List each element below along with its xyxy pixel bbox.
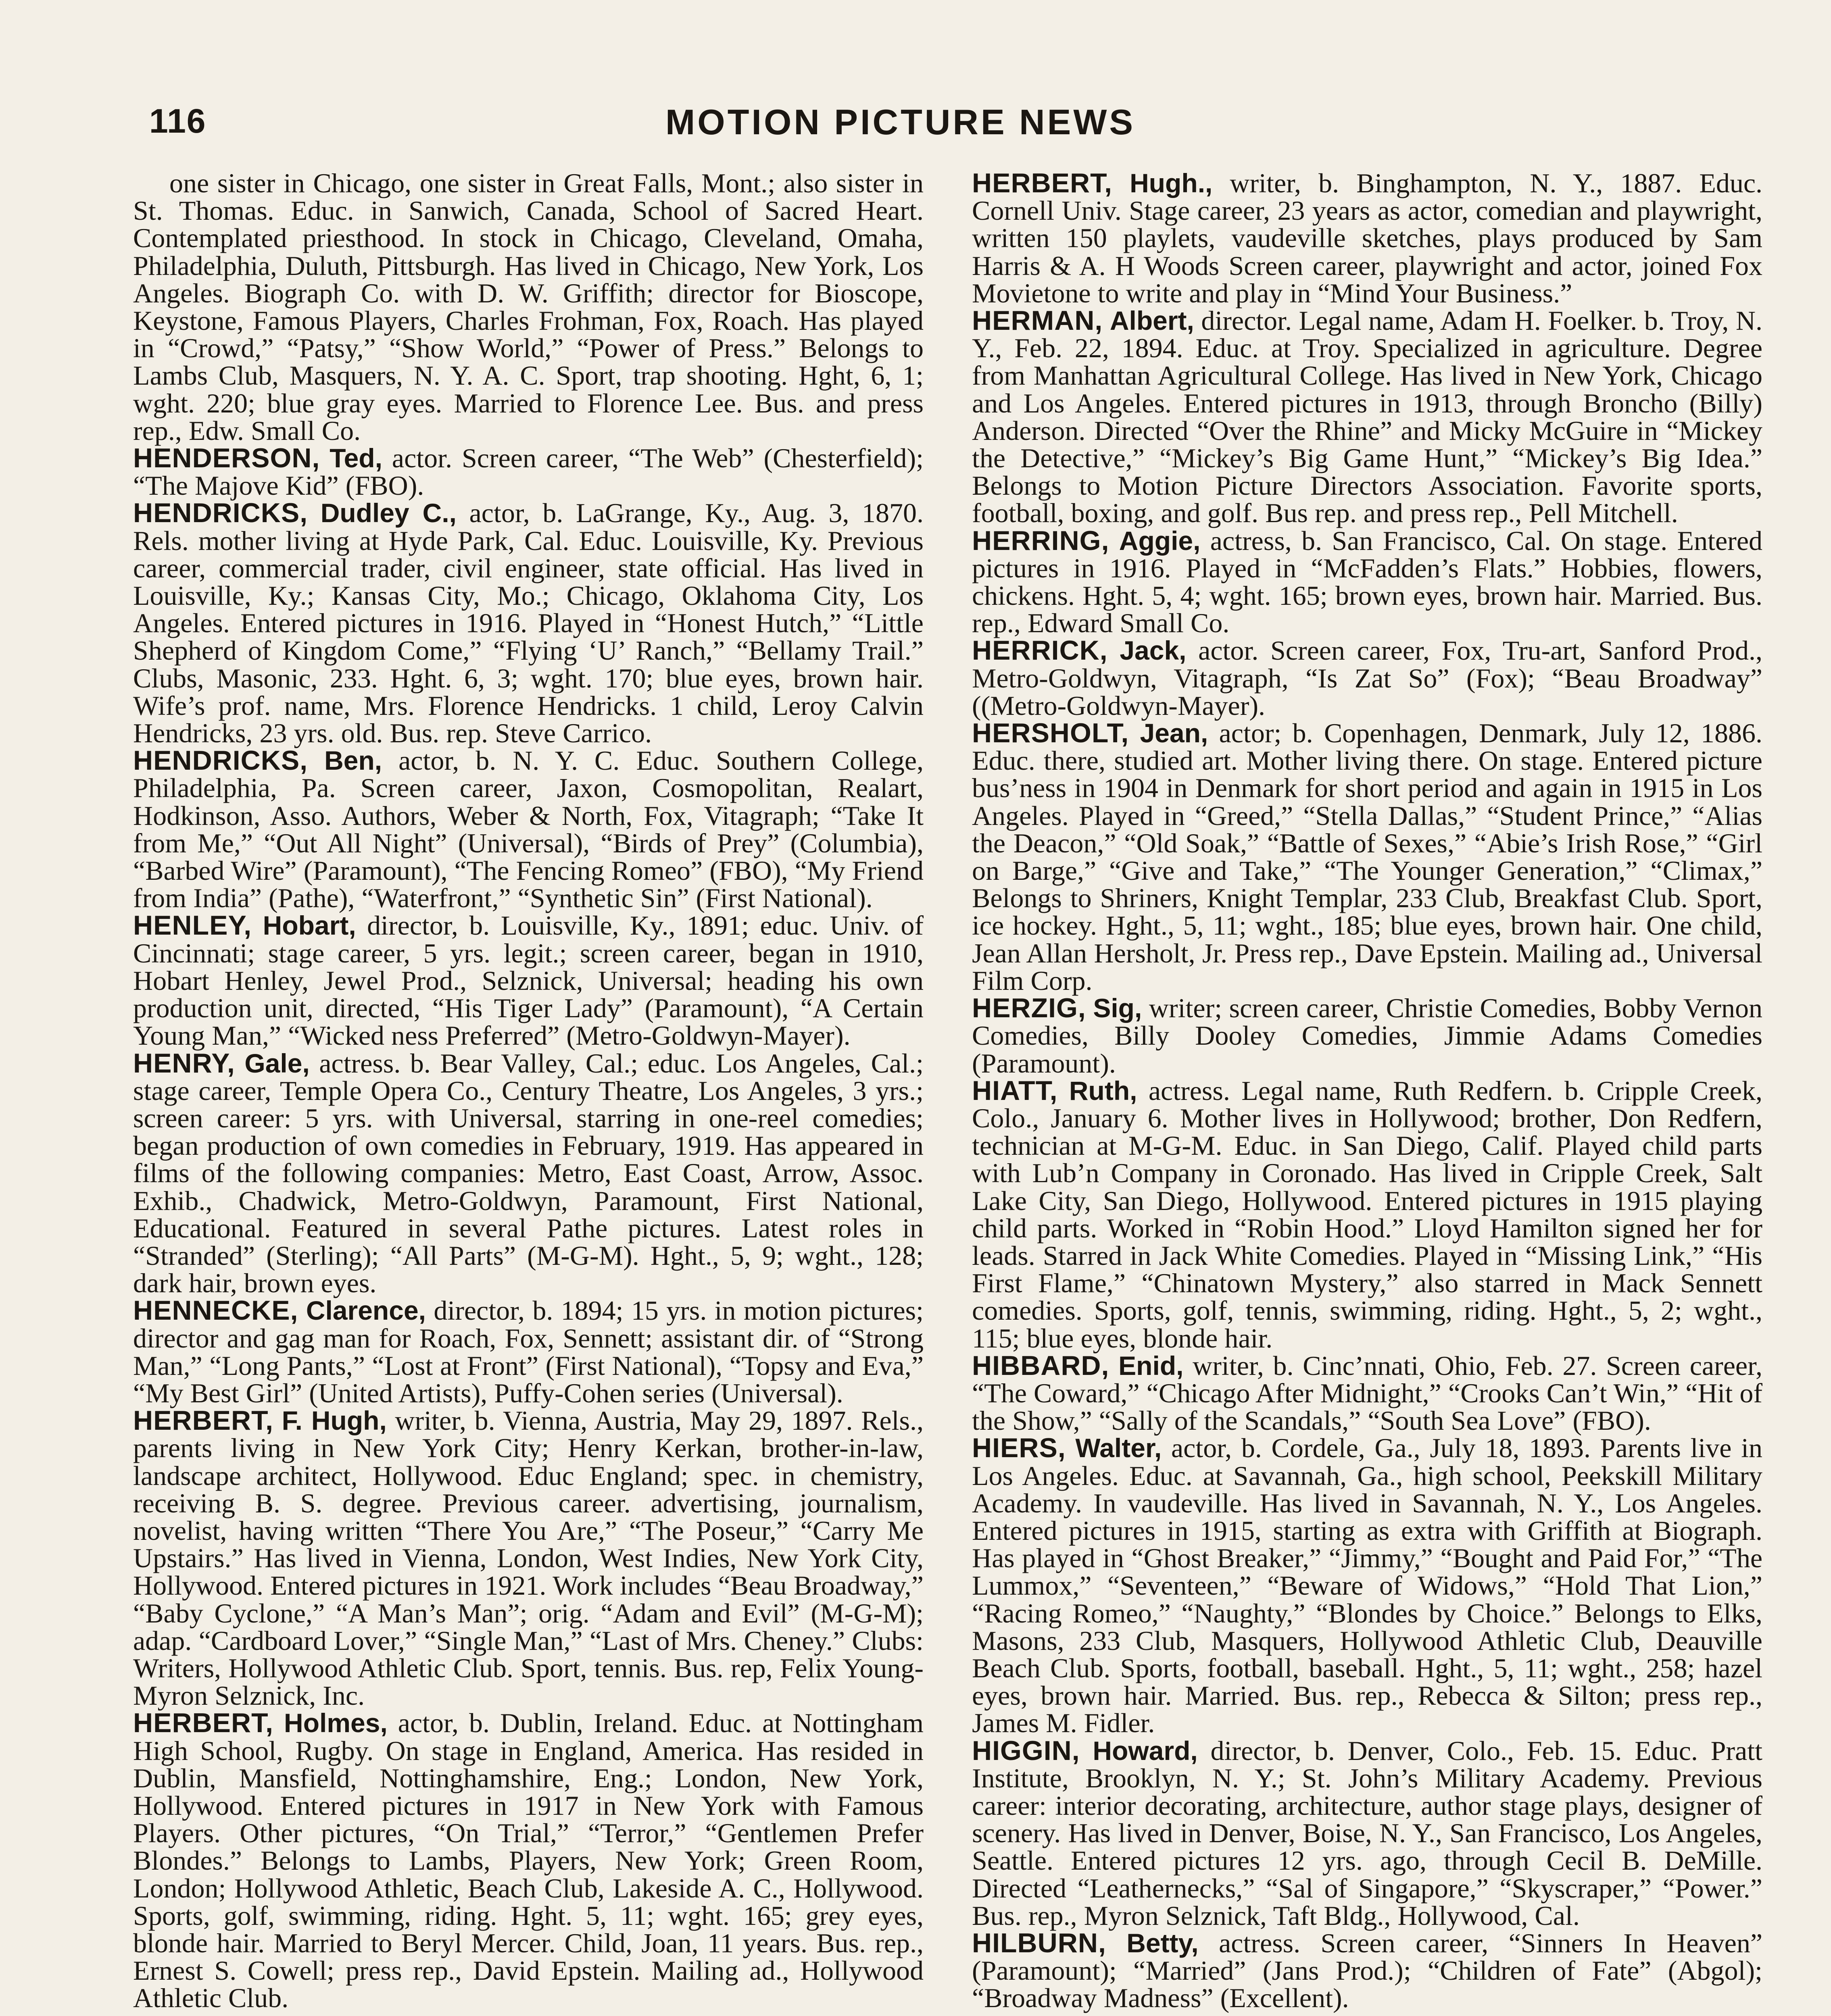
entry-given-name: Hugh., (1130, 169, 1213, 198)
entry-surname: HILBURN, (972, 1928, 1106, 1958)
entry-surname: HENRY, (133, 1048, 235, 1079)
entry-given-name: Ted, (329, 443, 383, 473)
entry-given-name: Walter, (1075, 1433, 1162, 1463)
entry-text: actress. Legal name, Ruth Redfern. b. Cripple Creek, Colo., January 6. Mother lives in Hollywood; brother, Don Redfern, technician at M-G-M. Educ. in San Diego, Calif. Played child parts with Lub’n Company in Coronado. Has lived in Cripple Creek, Salt Lake City, San Diego, Hollywood. Entered pictures in 1915 playing child parts. Worked in “Robin Hood.” Lloyd Hamilton signed her for leads. Starred in Jack White Comedies. Played in “Missing Link,” “His First Flame,” “Chinatown Mystery,” also starred in Mack Sennett comedies. Sports, golf, tennis, swimming, riding. Hght., 5, 2; wght., 115; blue eyes, blonde hair. (972, 1075, 1762, 1354)
entry-text: actor, b. N. Y. C. Educ. Southern College, Philadelphia, Pa. Screen career, Jaxon, Cosmopolitan, Realart, Hodkinson, Asso. Authors, Weber & North, Fox, Vitagraph; “Take It from Me,” “Out All Night” (Universal), “Birds of Prey” (Columbia), “Barbed Wire” (Paramount), “The Fencing Romeo” (FBO), “My Friend from India” (Pathe), “Waterfront,” “Synthetic Sin” (First National). (133, 745, 924, 914)
entry-surname: HENDRICKS, (133, 498, 308, 529)
directory-entry (133, 747, 924, 912)
entry-text: director. Legal name, Adam H. Foelker. b. Troy, N. Y., Feb. 22, 1894. Educ. at Troy. Specialized in agriculture. Degree from Manhattan Agricultural College. Has lived in New York, Chicago and Los Angeles. Entered pictures in 1913, through Broncho (Billy) Anderson. Directed “Over the Rhine” and Micky McGuire in “Mickey the Detective,” “Mickey’s Big Game Hunt,” “Mickey’s Big Idea.” Belongs to Motion Picture Directors Association. Favorite sports, football, boxing, and golf. Bus rep. and press rep., Pell Mitchell. (972, 305, 1762, 529)
entry-given-name: Aggie, (1119, 525, 1201, 556)
entry-surname: HERBERT, (133, 1708, 274, 1739)
entry-given-name: Dudley C., (320, 498, 457, 528)
directory-entry (133, 1050, 924, 1297)
directory-entry (133, 912, 924, 1049)
entry-surname: HIGGIN, (972, 1735, 1080, 1766)
entry-surname: HENNECKE, (133, 1295, 298, 1326)
entry-given-name: F. Hugh, (282, 1406, 387, 1436)
directory-entry (972, 719, 1762, 994)
entry-surname: HERZIG, (972, 993, 1086, 1024)
entry-text: writer, b. Binghampton, N. Y., 1887. Educ. Cornell Univ. Stage career, 23 years as actor, comedian and playwright, written 150 playlets, vaudeville sketches, plays produced by Sam Harris & A. H Woods Screen career, playwright and actor, joined Fox Movietone to write and play in “Mind Your Business.” (972, 169, 1762, 308)
entry-surname: HIATT, (972, 1075, 1058, 1106)
directory-entry (972, 527, 1762, 637)
entry-surname: HERMAN, (972, 305, 1103, 336)
entry-surname: HERBERT, (133, 1405, 274, 1436)
entry-text: actor; b. Copenhagen, Denmark, July 12, 1886. Educ. there, studied art. Mother living there. On stage. Entered picture bus’ness in 1904 in Denmark for short period and again in 1915 in Los Angeles. Played in “Greed,” “Stella Dallas,” “Student Prince,” “Alias the Deacon,” “Old Soak,” “Battle of Sexes,” “Abie’s Irish Rose,” “Girl on Barge,” “Give and Take,” “The Younger Generation,” “Climax,” Belongs to Shriners, Knight Templar, 233 Club, Breakfast Club. Sport, ice hockey. Hght., 5, 11; wght., 185; blue eyes, brown hair. One child, Jean Allan Hersholt, Jr. Press rep., Dave Epstein. Mailing ad., Universal Film Corp. (972, 718, 1762, 996)
entry-given-name: Holmes, (284, 1708, 388, 1738)
running-title: MOTION PICTURE NEWS (665, 102, 1136, 142)
page-header (133, 97, 1706, 157)
directory-entry (133, 1709, 924, 2012)
directory-entry (972, 1929, 1762, 2012)
entry-given-name: Jack, (1120, 635, 1187, 666)
entry-surname: HERSHOLT, (972, 718, 1129, 749)
entry-surname: HIERS, (972, 1433, 1066, 1464)
directory-entry (133, 499, 924, 747)
entry-given-name: Sig, (1093, 993, 1142, 1023)
directory-entry (972, 1352, 1762, 1435)
entry-text: one sister in Chicago, one sister in Great Falls, Mont.; also sister in St. Thomas. Educ. in Sanwich, Canada, School of Sacred Heart. Contemplated priesthood. In stock in Chicago, Cleveland, Omaha, Philadelphia, Duluth, Pittsburgh. Has lived in Chicago, New York, Los Angeles. Biograph Co. with D. W. Griffith; director for Bioscope, Keystone, Famous Players, Charles Frohman, Fox, Roach. Has played in “Crowd,” “Patsy,” “Show World,” “Power of Press.” Belongs to Lambs Club, Masquers, N. Y. A. C. Sport, trap shooting. Hght, 6, 1; wght. 220; blue gray eyes. Married to Florence Lee. Bus. and press rep., Edw. Small Co. (133, 169, 924, 446)
entry-text: actor, b. Dublin, Ireland. Educ. at Nottingham High School, Rugby. On stage in England, America. Has resided in Dublin, Mansfield, Nottinghamshire, Eng.; London, New York, Hollywood. Entered pictures in 1917 in New York with Famous Players. Other pictures, “On Trial,” “Terror,” “Gentlemen Prefer Blondes.” Belongs to Lambs, Players, New York; Green Room, London; Hollywood Athletic, Beach Club, Lakeside A. C., Hollywood. Sports, golf, swimming, riding. Hght. 5, 11; wght. 165; grey eyes, blonde hair. Married to Beryl Mercer. Child, Joan, 11 years. Bus. rep., Ernest S. Cowell; press rep., David Epstein. Mailing ad., Hollywood Athletic Club. (133, 1708, 924, 2014)
entry-given-name: Enid, (1118, 1350, 1184, 1381)
directory-entry (972, 994, 1762, 1077)
entry-given-name: Albert, (1109, 306, 1194, 336)
directory-entry (133, 1297, 924, 1407)
right-column (972, 169, 1762, 2016)
entry-given-name: Clarence, (306, 1295, 426, 1326)
entry-text: director, b. Louisville, Ky., 1891; educ. Univ. of Cincinnati; stage career, 5 yrs. legit.; screen career, began in 1910, Hobart Henley, Jewel Prod., Selznick, Universal; heading his own production unit, directed, “His Tiger Lady” (Paramount), “A Certain Young Man,” “Wicked ness Preferred” (Metro-Goldwyn-Mayer). (133, 910, 924, 1051)
directory-entry (972, 1434, 1762, 1737)
entry-text: director, b. Denver, Colo., Feb. 15. Educ. Pratt Institute, Brooklyn, N. Y.; St. John’s Military Academy. Previous career: interior decorating, architecture, author stage plays, designer of scenery. Has lived in Denver, Boise, N. Y., San Francisco, Los Angeles, Seattle. Entered pictures 12 yrs. ago, through Cecil B. DeMille. Directed “Leathernecks,” “Sal of Singapore,” “Skyscraper,” “Power.” Bus. rep., Myron Selznick, Taft Bldg., Hollywood, Cal. (972, 1735, 1762, 1931)
entry-given-name: Betty, (1126, 1928, 1199, 1958)
entry-text: actress. Screen career, “Sinners In Heaven” (Paramount); “Married” (Jans Prod.); “Children of Fate” (Abgol); “Broadway Madness” (Excellent). (972, 1928, 1762, 2014)
entry-given-name: Hobart, (263, 910, 356, 941)
entry-surname: HIBBARD, (972, 1350, 1109, 1381)
directory-entry (133, 444, 924, 499)
entry-text: writer, b. Vienna, Austria, May 29, 1897. Rels., parents living in New York City; Henry Kerkan, brother-in-law, landscape architect, Hollywood. Educ England; spec. in chemistry, receiving B. S. degree. Previous career. advertising, journalism, novelist, having written “There You Are,” “The Poseur,” “Carry Me Upstairs.” Has lived in Vienna, London, West Indies, New York City, Hollywood. Entered pictures in 1921. Work includes “Beau Broadway,” “Baby Cyclone,” “A Man’s Man”; orig. “Adam and Evil” (M-G-M); adap. “Cardboard Lover,” “Single Man,” “Last of Mrs. Cheney.” Clubs: Writers, Hollywood Athletic Club. Sport, tennis. Bus. rep, Felix Young-Myron Selznick, Inc. (133, 1405, 924, 1711)
entry-surname: HERBERT, (972, 169, 1113, 198)
entry-text: actress. b. Bear Valley, Cal.; educ. Los Angeles, Cal.; stage career, Temple Opera Co., Century Theatre, Los Angeles, 3 yrs.; screen career: 5 yrs. with Universal, starring in one-reel comedies; began production of own comedies in February, 1919. Has appeared in films of the following companies: Metro, East Coast, Arrow, Assoc. Exhib., Chadwick, Metro-Goldwyn, Paramount, First National, Educational. Featured in several Pathe pictures. Latest roles in “Stranded” (Sterling); “All Parts” (M-G-M). Hght., 5, 9; wght., 128; dark hair, brown eyes. (133, 1048, 924, 1299)
entry-text: actor, b. LaGrange, Ky., Aug. 3, 1870. Rels. mother living at Hyde Park, Cal. Educ. Louisville, Ky. Previous career, commercial trader, civil engineer, state official. Has lived in Louisville, Ky.; Kansas City, Mo.; Chicago, Oklahoma City, Los Angeles. Entered pictures in 1916. Played in “Honest Hutch,” “Little Shepherd of Kingdom Come,” “Flying ‘U’ Ranch,” “Bellamy Trail.” Clubs, Masonic, 233. Hght. 6, 3; wght. 170; blue eyes, brown hair. Wife’s prof. name, Mrs. Florence Hendricks. 1 child, Leroy Calvin Hendricks, 23 yrs. old. Bus. rep. Steve Carrico. (133, 498, 924, 749)
entry-text: actor. Screen career, “The Web” (Chesterfield); “The Majove Kid” (FBO). (133, 443, 924, 501)
directory-entry (972, 637, 1762, 719)
entry-surname: HENLEY, (133, 910, 252, 941)
entry-given-name: Gale, (244, 1048, 310, 1078)
entry-text: actor, b. Cordele, Ga., July 18, 1893. Parents live in Los Angeles. Educ. at Savannah, Ga., high school, Peekskill Military Academy. In vaudeville. Has lived in Savannah, N. Y., Los Angeles. Entered pictures in 1915, starting as extra with Griffith at Biograph. Has played in “Ghost Breaker,” “Jimmy,” “Bought and Paid For,” “The Lummox,” “Seventeen,” “Beware of Widows,” “Hold That Lion,” “Racing Romeo,” “Naughty,” “Blondes by Choice.” Belongs to Elks, Masons, 233 Club, Masquers, Hollywood Athletic Club, Deauville Beach Club. Sports, football, baseball. Hght., 5, 11; wght., 258; hazel eyes, brown hair. Married. Bus. rep., Rebecca & Silton; press rep., James M. Fidler. (972, 1433, 1762, 1739)
entry-surname: HENDERSON, (133, 443, 320, 474)
entry-given-name: Howard, (1093, 1735, 1198, 1766)
directory-entry (972, 169, 1762, 307)
left-column (133, 169, 924, 2016)
entry-given-name: Ben, (324, 746, 382, 776)
entry-surname: HERRICK, (972, 635, 1108, 666)
directory-entry (972, 1737, 1762, 1929)
directory-entry (133, 1407, 924, 1709)
entry-text: writer, b. Cinc’nnati, Ohio, Feb. 27. Screen career, “The Coward,” “Chicago After Midnight,” “Crooks Can’t Win,” “Hit of the Show,” “Sally of the Scandals,” “South Sea Love” (FBO). (972, 1350, 1762, 1436)
directory-entry (972, 307, 1762, 527)
entry-text: actor. Screen career, Fox, Tru-art, Sanford Prod., Metro-Goldwyn, Vitagraph, “Is Zat So” (Fox); “Beau Broadway” ((Metro-Goldwyn-Mayer). (972, 635, 1762, 721)
entry-text: actress, b. San Francisco, Cal. On stage. Entered pictures in 1916. Played in “McFadden’s Flats.” Hobbies, flowers, chickens. Hght. 5, 4; wght. 165; brown eyes, brown hair. Married. Bus. rep., Edward Small Co. (972, 525, 1762, 639)
entry-text: writer; screen career, Christie Comedies, Bobby Vernon Comedies, Billy Dooley Comedies, Jimmie Adams Comedies (Paramount). (972, 993, 1762, 1079)
entry-given-name: Jean, (1140, 718, 1208, 748)
directory-entry (133, 169, 924, 444)
page-number: 116 (149, 102, 206, 140)
directory-entry (972, 1077, 1762, 1352)
entry-surname: HERRING, (972, 525, 1109, 556)
entry-text: director, b. 1894; 15 yrs. in motion pictures; director and gag man for Roach, Fox, Sennett; assistant dir. of “Strong Man,” “Long Pants,” “Lost at Front” (First National), “Topsy and Eva,” “My Best Girl” (United Artists), Puffy-Cohen series (Universal). (133, 1295, 924, 1408)
entry-given-name: Ruth, (1069, 1075, 1137, 1106)
entry-surname: HENDRICKS, (133, 745, 308, 776)
